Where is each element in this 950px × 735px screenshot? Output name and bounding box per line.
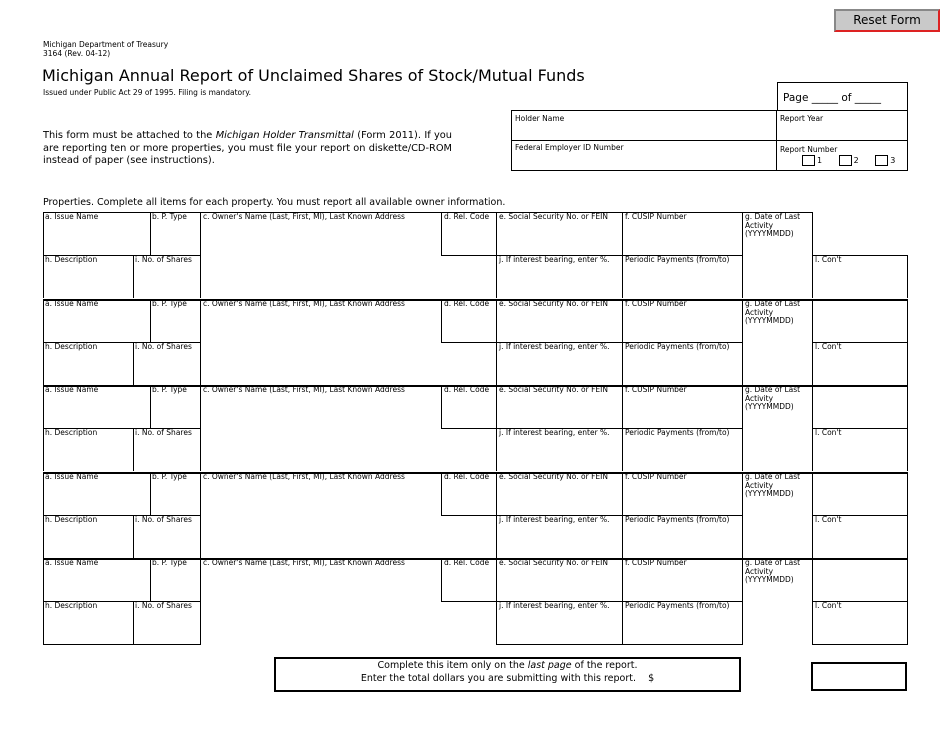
holder-name-field[interactable]: Holder Name — [515, 114, 565, 123]
interest-rate-field[interactable]: j. If interest bearing, enter %. — [499, 601, 610, 610]
periodic-payments-field[interactable]: Periodic Payments (from/to) — [625, 601, 730, 610]
total-dollars-box — [274, 657, 741, 692]
ssn-fein-field[interactable]: e. Social Security No. or FEIN — [499, 212, 608, 221]
issue-name-field[interactable]: a. Issue Name — [45, 385, 99, 394]
ssn-fein-field[interactable]: e. Social Security No. or FEIN — [499, 472, 608, 481]
p-type-field[interactable]: b. P. Type — [152, 558, 187, 567]
periodic-payments-field[interactable]: Periodic Payments (from/to) — [625, 515, 730, 524]
shares-field[interactable]: i. No. of Shares — [135, 342, 192, 351]
report-year-field[interactable]: Report Year — [780, 114, 824, 123]
periodic-payments-field[interactable]: Periodic Payments (from/to) — [625, 342, 730, 351]
interest-rate-field[interactable]: j. If interest bearing, enter %. — [499, 342, 610, 351]
last-activity-date-field[interactable]: g. Date of Last Activity (YYYYMMDD) — [745, 212, 801, 238]
holder-transmittal-ref: Michigan Holder Transmittal — [215, 130, 354, 141]
continued-field[interactable]: l. Con't — [815, 428, 842, 437]
cusip-field[interactable]: f. CUSIP Number — [625, 558, 687, 567]
p-type-field[interactable]: b. P. Type — [152, 385, 187, 394]
description-field[interactable]: h. Description — [45, 601, 98, 610]
cusip-field[interactable]: f. CUSIP Number — [625, 212, 687, 221]
cusip-field[interactable]: f. CUSIP Number — [625, 385, 687, 394]
interest-rate-field[interactable]: j. If interest bearing, enter %. — [499, 428, 610, 437]
ssn-fein-field[interactable]: e. Social Security No. or FEIN — [499, 558, 608, 567]
rel-code-field[interactable]: d. Rel. Code — [444, 299, 490, 308]
report-number-label: Report Number — [780, 145, 838, 154]
issued-note: Issued under Public Act 29 of 1995. Filing is mandatory. — [43, 88, 251, 97]
rel-code-field[interactable]: d. Rel. Code — [444, 558, 490, 567]
continued-field[interactable]: l. Con't — [815, 601, 842, 610]
cusip-field[interactable]: f. CUSIP Number — [625, 472, 687, 481]
p-type-field[interactable]: b. P. Type — [152, 472, 187, 481]
shares-field[interactable]: i. No. of Shares — [135, 515, 192, 524]
total-amount-field[interactable] — [811, 662, 907, 691]
shares-field[interactable]: i. No. of Shares — [135, 255, 192, 264]
page-title: Michigan Annual Report of Unclaimed Shares of Stock/Mutual Funds — [42, 66, 585, 85]
continued-field[interactable]: l. Con't — [815, 342, 842, 351]
page-of-label: Page _____ of _____ — [783, 92, 882, 104]
currency-sign: $ — [648, 673, 655, 684]
shares-field[interactable]: i. No. of Shares — [135, 601, 192, 610]
total-instruction-2: Enter the total dollars you are submitting with this report. $ — [360, 673, 655, 684]
description-field[interactable]: h. Description — [45, 428, 98, 437]
last-activity-date-field[interactable]: g. Date of Last Activity (YYYYMMDD) — [745, 299, 801, 325]
interest-rate-field[interactable]: j. If interest bearing, enter %. — [499, 515, 610, 524]
issue-name-field[interactable]: a. Issue Name — [45, 558, 99, 567]
report-number-checkbox-1[interactable] — [802, 155, 815, 166]
rel-code-field[interactable]: d. Rel. Code — [444, 212, 490, 221]
periodic-payments-field[interactable]: Periodic Payments (from/to) — [625, 255, 730, 264]
fein-field[interactable]: Federal Employer ID Number — [515, 143, 624, 152]
last-activity-date-field[interactable]: g. Date of Last Activity (YYYYMMDD) — [745, 385, 801, 411]
owner-name-address-field[interactable]: c. Owner's Name (Last, First, MI), Last Known Address — [203, 558, 405, 567]
rel-code-field[interactable]: d. Rel. Code — [444, 385, 490, 394]
intro-text: This form must be attached to the Michigan Holder Transmittal (Form 2011). If you are reporting ten or more properties, you must file your report on diskette/CD-ROM instead of paper (see instructions). — [43, 130, 452, 166]
periodic-payments-field[interactable]: Periodic Payments (from/to) — [625, 428, 730, 437]
p-type-field[interactable]: b. P. Type — [152, 299, 187, 308]
continued-field[interactable]: l. Con't — [815, 515, 842, 524]
ssn-fein-field[interactable]: e. Social Security No. or FEIN — [499, 299, 608, 308]
description-field[interactable]: h. Description — [45, 342, 98, 351]
reset-form-button[interactable]: Reset Form — [834, 9, 940, 32]
report-number-checkbox-3[interactable] — [875, 155, 888, 166]
description-field[interactable]: h. Description — [45, 255, 98, 264]
issue-name-field[interactable]: a. Issue Name — [45, 472, 99, 481]
p-type-field[interactable]: b. P. Type — [152, 212, 187, 221]
issue-name-field[interactable]: a. Issue Name — [45, 299, 99, 308]
owner-name-address-field[interactable]: c. Owner's Name (Last, First, MI), Last Known Address — [203, 299, 405, 308]
report-number-checkbox-2[interactable] — [839, 155, 852, 166]
cusip-field[interactable]: f. CUSIP Number — [625, 299, 687, 308]
description-field[interactable]: h. Description — [45, 515, 98, 524]
report-number-options: 1 2 3 — [799, 155, 895, 166]
owner-name-address-field[interactable]: c. Owner's Name (Last, First, MI), Last Known Address — [203, 212, 405, 221]
rel-code-field[interactable]: d. Rel. Code — [444, 472, 490, 481]
ssn-fein-field[interactable]: e. Social Security No. or FEIN — [499, 385, 608, 394]
last-activity-date-field[interactable]: g. Date of Last Activity (YYYYMMDD) — [745, 558, 801, 584]
interest-rate-field[interactable]: j. If interest bearing, enter %. — [499, 255, 610, 264]
shares-field[interactable]: i. No. of Shares — [135, 428, 192, 437]
issue-name-field[interactable]: a. Issue Name — [45, 212, 99, 221]
owner-name-address-field[interactable]: c. Owner's Name (Last, First, MI), Last Known Address — [203, 385, 405, 394]
owner-name-address-field[interactable]: c. Owner's Name (Last, First, MI), Last Known Address — [203, 472, 405, 481]
properties-instruction: Properties. Complete all items for each property. You must report all available owner information. — [43, 197, 506, 208]
page-number-box[interactable] — [777, 82, 908, 111]
form-header — [43, 40, 168, 58]
last-activity-date-field[interactable]: g. Date of Last Activity (YYYYMMDD) — [745, 472, 801, 498]
department-name: Michigan Department of Treasury — [43, 40, 169, 49]
total-instruction-1: Complete this item only on the last page of the report. — [377, 660, 638, 671]
continued-field[interactable]: l. Con't — [815, 255, 842, 264]
form-number: 3164 (Rev. 04-12) — [43, 49, 111, 58]
